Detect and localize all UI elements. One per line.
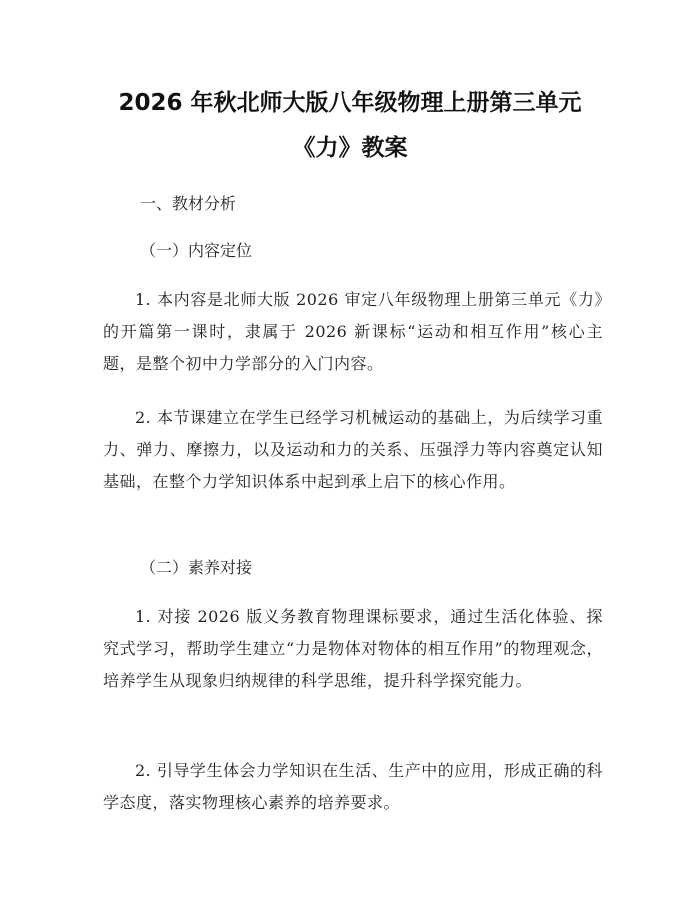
paragraph-content-positioning-2: 2. 本节课建立在学生已经学习机械运动的基础上，为后续学习重力、弹力、摩擦力，以及运动和力的关系、压强浮力等内容奠定认知基础，在整个力学知识体系中起到承上启下的核心作用。 bbox=[103, 408, 603, 491]
subsection-heading-literacy-alignment: （二）素养对接 bbox=[140, 558, 253, 577]
document-title-line-2: 《力》教案 bbox=[292, 135, 408, 161]
paragraph-content-positioning-1: 1. 本内容是北师大版 2026 审定八年级物理上册第三单元《力》的开篇第一课时，隶属于 2026 新课标“运动和相互作用”核心主题，是整个初中力学部分的入门内容。 bbox=[103, 290, 603, 373]
paragraph-literacy-alignment-2: 2. 引导学生体会力学知识在生活、生产中的应用，形成正确的科学态度，落实物理核心素养的培养要求。 bbox=[103, 761, 603, 812]
subsection-heading-content-positioning: （一）内容定位 bbox=[140, 241, 253, 260]
paragraph-literacy-alignment-1: 1. 对接 2026 版义务教育物理课标要求，通过生活化体验、探究式学习，帮助学生建立“力是物体对物体的相互作用”的物理观念，培养学生从现象归纳规律的科学思维，提升科学探究能力。 bbox=[103, 607, 603, 690]
section-heading-teaching-material-analysis: 一、教材分析 bbox=[140, 194, 237, 213]
document-title-line-1: 2026 年秋北师大版八年级物理上册第三单元 bbox=[118, 90, 582, 116]
